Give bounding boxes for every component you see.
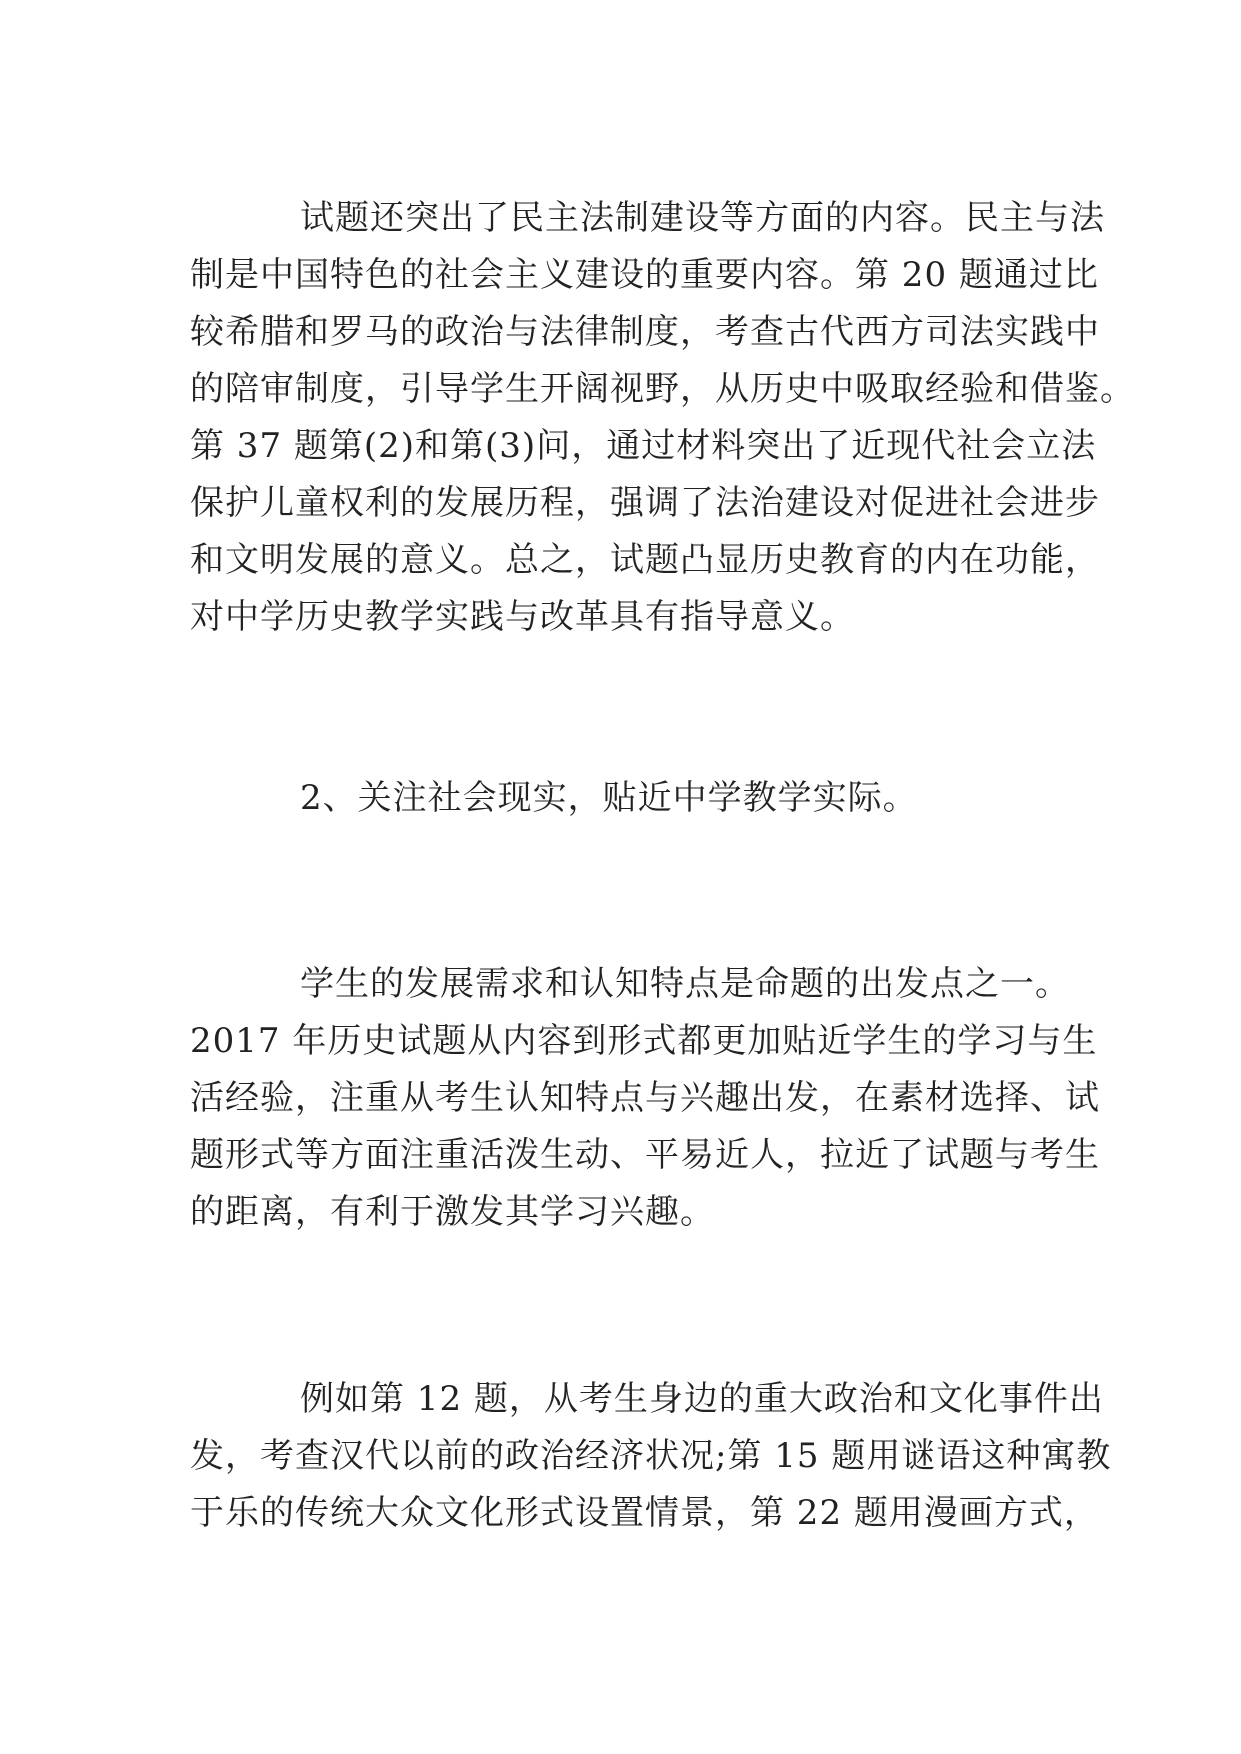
paragraph-1-line-5: 第 37 题第(2)和第(3)问，通过材料突出了近现代社会立法 [190, 426, 1097, 466]
paragraph-2-line-3: 活经验，注重从考生认知特点与兴趣出发，在素材选择、试 [190, 1078, 1100, 1118]
paragraph-3-line-3: 于乐的传统大众文化形式设置情景，第 22 题用漫画方式， [190, 1493, 1099, 1533]
paragraph-1-line-8: 对中学历史教学实践与改革具有指导意义。 [190, 597, 855, 637]
paragraph-1-line-7: 和文明发展的意义。总之，试题凸显历史教育的内在功能， [190, 540, 1100, 580]
paragraph-1-line-3: 较希腊和罗马的政治与法律制度，考查古代西方司法实践中 [190, 312, 1100, 352]
section-heading-2: 2、关注社会现实，贴近中学教学实际。 [300, 778, 918, 818]
paragraph-2-line-4: 题形式等方面注重活泼生动、平易近人，拉近了试题与考生 [190, 1135, 1100, 1175]
paragraph-1-line-4: 的陪审制度，引导学生开阔视野，从历史中吸取经验和借鉴。 [190, 369, 1135, 409]
paragraph-1-line-6: 保护儿童权利的发展历程，强调了法治建设对促进社会进步 [190, 483, 1100, 523]
paragraph-1-line-2: 制是中国特色的社会主义建设的重要内容。第 20 题通过比 [190, 255, 1099, 295]
paragraph-2-line-2: 2017 年历史试题从内容到形式都更加贴近学生的学习与生 [190, 1021, 1098, 1061]
paragraph-2-line-1: 学生的发展需求和认知特点是命题的出发点之一。 [300, 964, 1070, 1004]
paragraph-3-line-2: 发，考查汉代以前的政治经济状况;第 15 题用谜语这种寓教 [190, 1436, 1112, 1476]
paragraph-1-line-1: 试题还突出了民主法制建设等方面的内容。民主与法 [300, 198, 1105, 238]
paragraph-2-line-5: 的距离，有利于激发其学习兴趣。 [190, 1192, 715, 1232]
paragraph-3-line-1: 例如第 12 题，从考生身边的重大政治和文化事件出 [300, 1379, 1104, 1419]
